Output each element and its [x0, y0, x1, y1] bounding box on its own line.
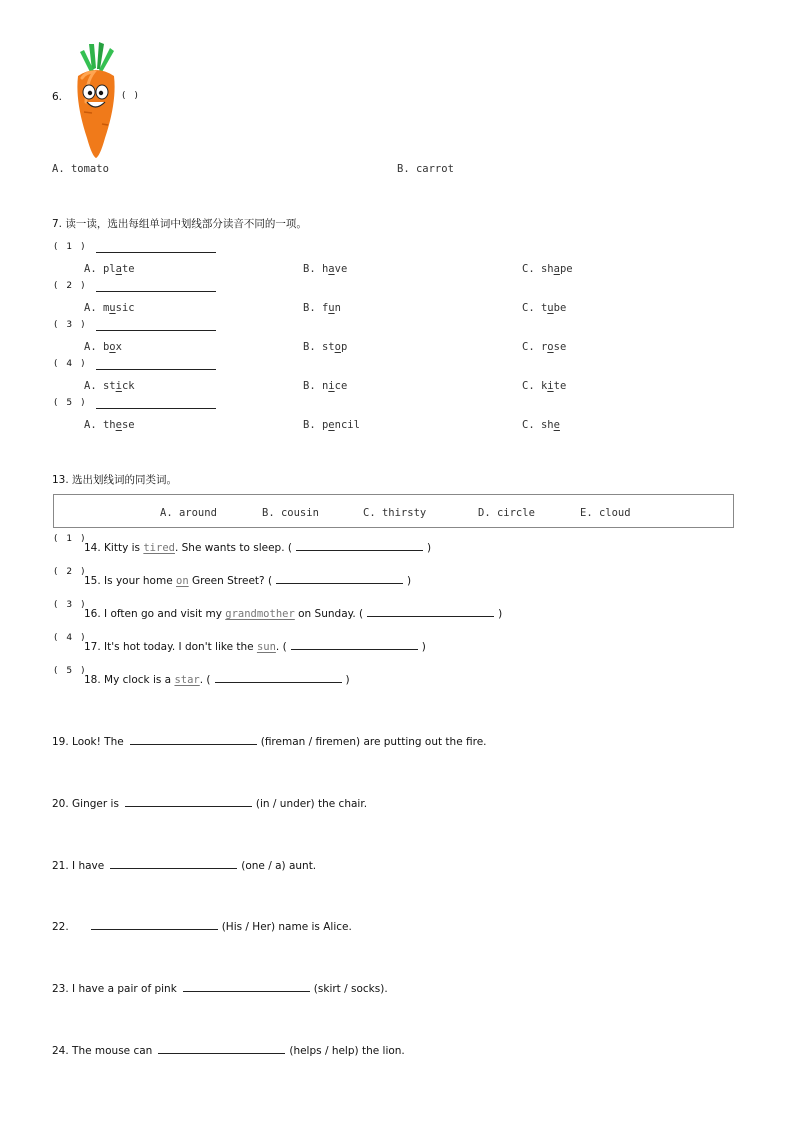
option-suffix: se [121, 419, 135, 431]
fill-in-sentence [52, 1043, 405, 1057]
option-prefix: C. r [522, 341, 548, 353]
q6-option-a[interactable]: A. tomato [52, 163, 109, 175]
q7-option-c[interactable] [522, 263, 573, 275]
q7-option-b[interactable] [303, 380, 347, 392]
q7-answer-line[interactable] [96, 330, 216, 331]
q13-sentence [84, 639, 426, 653]
option-prefix: B. n [303, 380, 329, 392]
sentence-start: 15. Is your home [84, 575, 176, 587]
underlined-letters: o [547, 341, 554, 353]
answer-blank[interactable] [130, 734, 257, 745]
q13-item-label: ( 3 ) [54, 600, 88, 610]
closing-paren: ) [498, 608, 503, 620]
q7-item-label: ( 5 ) [54, 398, 88, 408]
sentence-start: 22. [52, 921, 69, 933]
option-prefix: B. f [303, 302, 329, 314]
answer-blank[interactable] [158, 1043, 285, 1054]
q6-answer-paren[interactable]: ( ) [122, 91, 141, 101]
q7-option-b[interactable] [303, 302, 341, 314]
q7-option-a[interactable] [84, 341, 122, 353]
q7-option-c[interactable] [522, 302, 566, 314]
option-suffix: te [553, 380, 567, 392]
q13-item-label: ( 5 ) [54, 666, 88, 676]
answer-blank[interactable] [276, 573, 403, 584]
underlined-word: tired [143, 542, 175, 554]
fill-in-sentence [52, 919, 352, 933]
q7-item-label: ( 1 ) [54, 242, 88, 252]
q13-sentence [84, 540, 431, 554]
answer-blank[interactable] [215, 672, 342, 683]
q7-answer-line[interactable] [96, 408, 216, 409]
answer-blank[interactable] [183, 981, 310, 992]
underlined-letters: o [334, 341, 341, 353]
q6-option-b[interactable]: B. carrot [397, 163, 454, 175]
q7-option-b[interactable] [303, 263, 347, 275]
word-bank-word: E. cloud [580, 507, 631, 519]
sentence-end: (one / a) aunt. [241, 860, 317, 872]
underlined-letters: i [328, 380, 335, 392]
q13-item-label: ( 4 ) [54, 633, 88, 643]
q7-item-label: ( 2 ) [54, 281, 88, 291]
q7-answer-line[interactable] [96, 369, 216, 370]
sentence-start: 20. Ginger is [52, 798, 119, 810]
option-prefix: A. pl [84, 263, 116, 275]
underlined-letters: i [547, 380, 554, 392]
option-suffix: ce [334, 380, 348, 392]
word-bank-word: A. around [160, 507, 217, 519]
sentence-start: 17. It's hot today. I don't like the [84, 641, 257, 653]
sentence-mid: Green Street? ( [188, 575, 273, 587]
underlined-letters: a [115, 263, 122, 275]
underlined-letters: u [328, 302, 335, 314]
q7-option-b[interactable] [303, 341, 347, 353]
option-suffix: n [334, 302, 341, 314]
underlined-letters: e [328, 419, 335, 431]
q7-option-a[interactable] [84, 302, 135, 314]
underlined-letters: e [553, 419, 560, 431]
option-prefix: A. th [84, 419, 116, 431]
sentence-end: (fireman / firemen) are putting out the fire. [260, 736, 487, 748]
underlined-word: on [176, 575, 189, 587]
underlined-letters: o [109, 341, 116, 353]
option-prefix: B. st [303, 341, 335, 353]
closing-paren: ) [427, 542, 432, 554]
underlined-letters: u [109, 302, 116, 314]
option-suffix: x [115, 341, 122, 353]
answer-blank[interactable] [91, 919, 218, 930]
sentence-end: (skirt / socks). [313, 983, 388, 995]
sentence-mid: . ( [275, 641, 287, 653]
underlined-letters: i [115, 380, 122, 392]
q13-title: 13. 选出划线词的同类词。 [52, 474, 178, 486]
sentence-mid: . ( [199, 674, 211, 686]
underlined-word: star [174, 674, 200, 686]
underlined-word: grandmother [225, 608, 295, 620]
option-prefix: C. sh [522, 263, 554, 275]
option-suffix: ck [121, 380, 135, 392]
fill-in-sentence [52, 981, 388, 995]
option-prefix: B. h [303, 263, 329, 275]
closing-paren: ) [345, 674, 350, 686]
answer-blank[interactable] [291, 639, 418, 650]
q13-item-label: ( 1 ) [54, 534, 88, 544]
fill-in-sentence [52, 858, 316, 872]
q7-answer-line[interactable] [96, 252, 216, 253]
sentence-mid: . She wants to sleep. ( [174, 542, 292, 554]
q7-option-a[interactable] [84, 419, 135, 431]
q7-option-a[interactable] [84, 380, 135, 392]
option-prefix: A. st [84, 380, 116, 392]
option-prefix: A. m [84, 302, 110, 314]
option-suffix: te [121, 263, 135, 275]
q7-option-a[interactable] [84, 263, 135, 275]
sentence-end: (His / Her) name is Alice. [221, 921, 352, 933]
option-suffix: p [340, 341, 348, 353]
q7-title: 7. 读一读，选出每组单词中划线部分读音不同的一项。 [52, 218, 307, 230]
option-suffix: ncil [334, 419, 360, 431]
option-suffix: be [553, 302, 567, 314]
option-prefix: C. t [522, 302, 548, 314]
closing-paren: ) [421, 641, 426, 653]
fill-in-sentence [52, 796, 367, 810]
sentence-end: (helps / help) the lion. [289, 1045, 405, 1057]
q7-option-b[interactable] [303, 419, 360, 431]
word-bank-word: B. cousin [262, 507, 319, 519]
answer-blank[interactable] [110, 858, 237, 869]
word-bank-word: D. circle [478, 507, 535, 519]
word-bank-word: C. thirsty [363, 507, 427, 519]
sentence-start: 16. I often go and visit my [84, 608, 226, 620]
sentence-start: 18. My clock is a [84, 674, 175, 686]
q6-number: 6. [52, 91, 63, 103]
q7-option-c[interactable] [522, 341, 566, 353]
option-suffix: se [553, 341, 567, 353]
underlined-letters: e [115, 419, 122, 431]
q7-item-label: ( 4 ) [54, 359, 88, 369]
answer-blank[interactable] [367, 606, 494, 617]
closing-paren: ) [407, 575, 412, 587]
q7-option-c[interactable] [522, 380, 566, 392]
q7-answer-line[interactable] [96, 291, 216, 292]
underlined-word: sun [256, 641, 276, 653]
carrot-image [72, 42, 120, 160]
q7-item-label: ( 3 ) [54, 320, 88, 330]
underlined-letters: a [328, 263, 335, 275]
q7-option-c[interactable] [522, 419, 560, 431]
answer-blank[interactable] [296, 540, 423, 551]
option-prefix: A. b [84, 341, 110, 353]
option-suffix: ve [334, 263, 348, 275]
option-suffix: pe [559, 263, 573, 275]
q13-sentence [84, 573, 411, 587]
option-prefix: C. k [522, 380, 548, 392]
fill-in-sentence [52, 734, 487, 748]
sentence-start: 23. I have a pair of pink [52, 983, 177, 995]
option-prefix: B. p [303, 419, 329, 431]
sentence-mid: on Sunday. ( [294, 608, 364, 620]
underlined-letters: a [553, 263, 560, 275]
sentence-start: 14. Kitty is [84, 542, 144, 554]
sentence-start: 24. The mouse can [52, 1045, 153, 1057]
sentence-end: (in / under) the chair. [255, 798, 368, 810]
option-prefix: C. sh [522, 419, 554, 431]
sentence-start: 21. I have [52, 860, 105, 872]
option-suffix: sic [115, 302, 135, 314]
q13-sentence [84, 606, 502, 620]
q13-sentence [84, 672, 350, 686]
underlined-letters: u [547, 302, 554, 314]
q13-item-label: ( 2 ) [54, 567, 88, 577]
sentence-start: 19. Look! The [52, 736, 124, 748]
answer-blank[interactable] [125, 796, 252, 807]
